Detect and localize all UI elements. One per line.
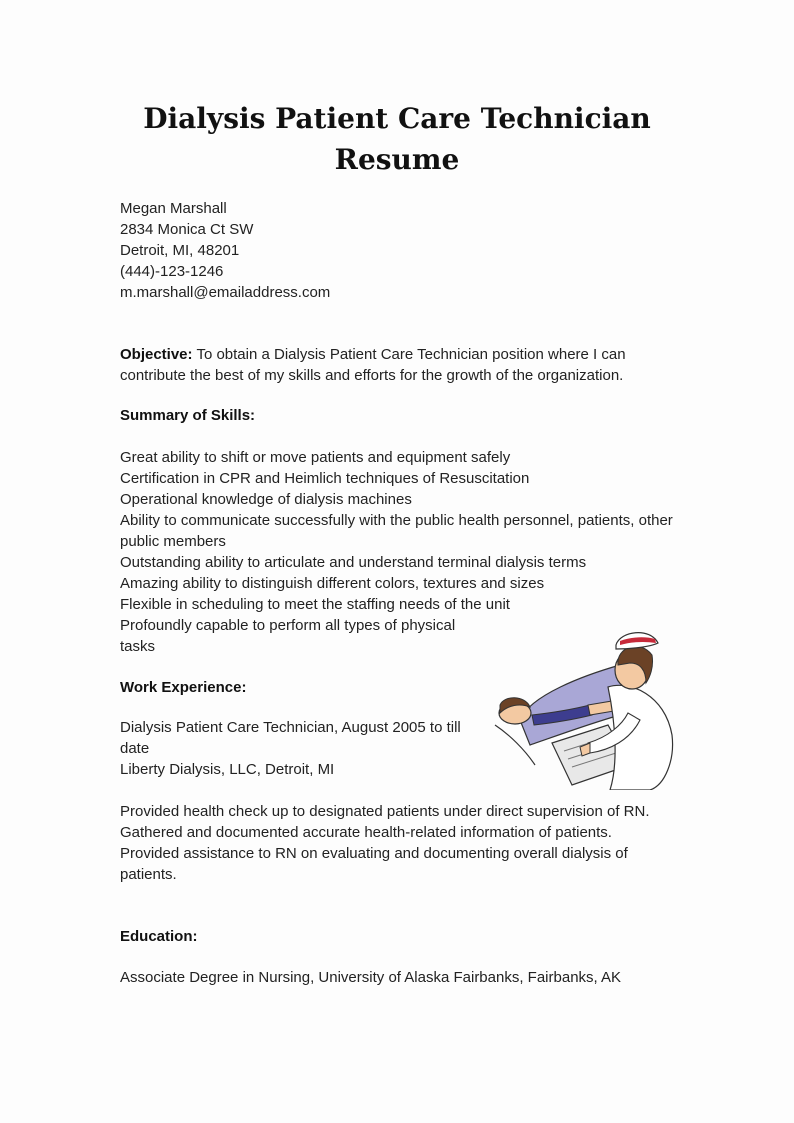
education-entry [120,967,720,988]
page-title [60,98,734,180]
contact-block [120,198,330,303]
title-line-2: Resume [334,143,460,176]
contact-city: Detroit, MI, 48201 [120,242,240,259]
duty-item: Provided assistance to RN on evaluating and documenting overall dialysis of patients. [120,845,628,883]
objective-section [120,344,680,386]
skill-item: Profoundly capable to perform all types of physical tasks [120,617,456,655]
job-entry [120,717,492,780]
contact-email: m.marshall@emailaddress.com [120,284,331,301]
skill-item: Ability to communicate successfully with the public health personnel, patients, other public members [120,512,673,550]
duty-item: Gathered and documented accurate health-related information of patients. [120,824,612,841]
title-line-1: Dialysis Patient Care Technician [143,102,651,135]
education-degree: Associate Degree in Nursing, University of Alaska Fairbanks, Fairbanks, AK [120,969,622,986]
contact-name: Megan Marshall [120,200,227,217]
nurse-with-patient-illustration [490,625,680,790]
job-position: Dialysis Patient Care Technician, August 2005 to till date [120,719,461,757]
contact-street: 2834 Monica Ct SW [120,221,254,238]
job-duties [120,801,680,885]
objective-label: Objective: [120,346,193,363]
duty-item: Provided health check up to designated patients under direct supervision of RN. [120,803,650,820]
skill-item: Operational knowledge of dialysis machines [120,491,412,508]
skill-item: Amazing ability to distinguish different colors, textures and sizes [120,575,545,592]
experience-heading: Work Experience: [120,679,247,696]
job-employer: Liberty Dialysis, LLC, Detroit, MI [120,761,335,778]
skills-heading: Summary of Skills: [120,407,256,424]
skill-item: Outstanding ability to articulate and understand terminal dialysis terms [120,554,587,571]
skill-item: Great ability to shift or move patients and equipment safely [120,449,511,466]
skill-item: Flexible in scheduling to meet the staffing needs of the unit [120,596,510,613]
education-heading: Education: [120,928,198,945]
contact-phone: (444)-123-1246 [120,263,224,280]
skill-item: Certification in CPR and Heimlich techniques of Resuscitation [120,470,530,487]
objective-text: To obtain a Dialysis Patient Care Technician position where I can contribute the best of my skills and efforts for the growth of the organization. [120,346,626,384]
